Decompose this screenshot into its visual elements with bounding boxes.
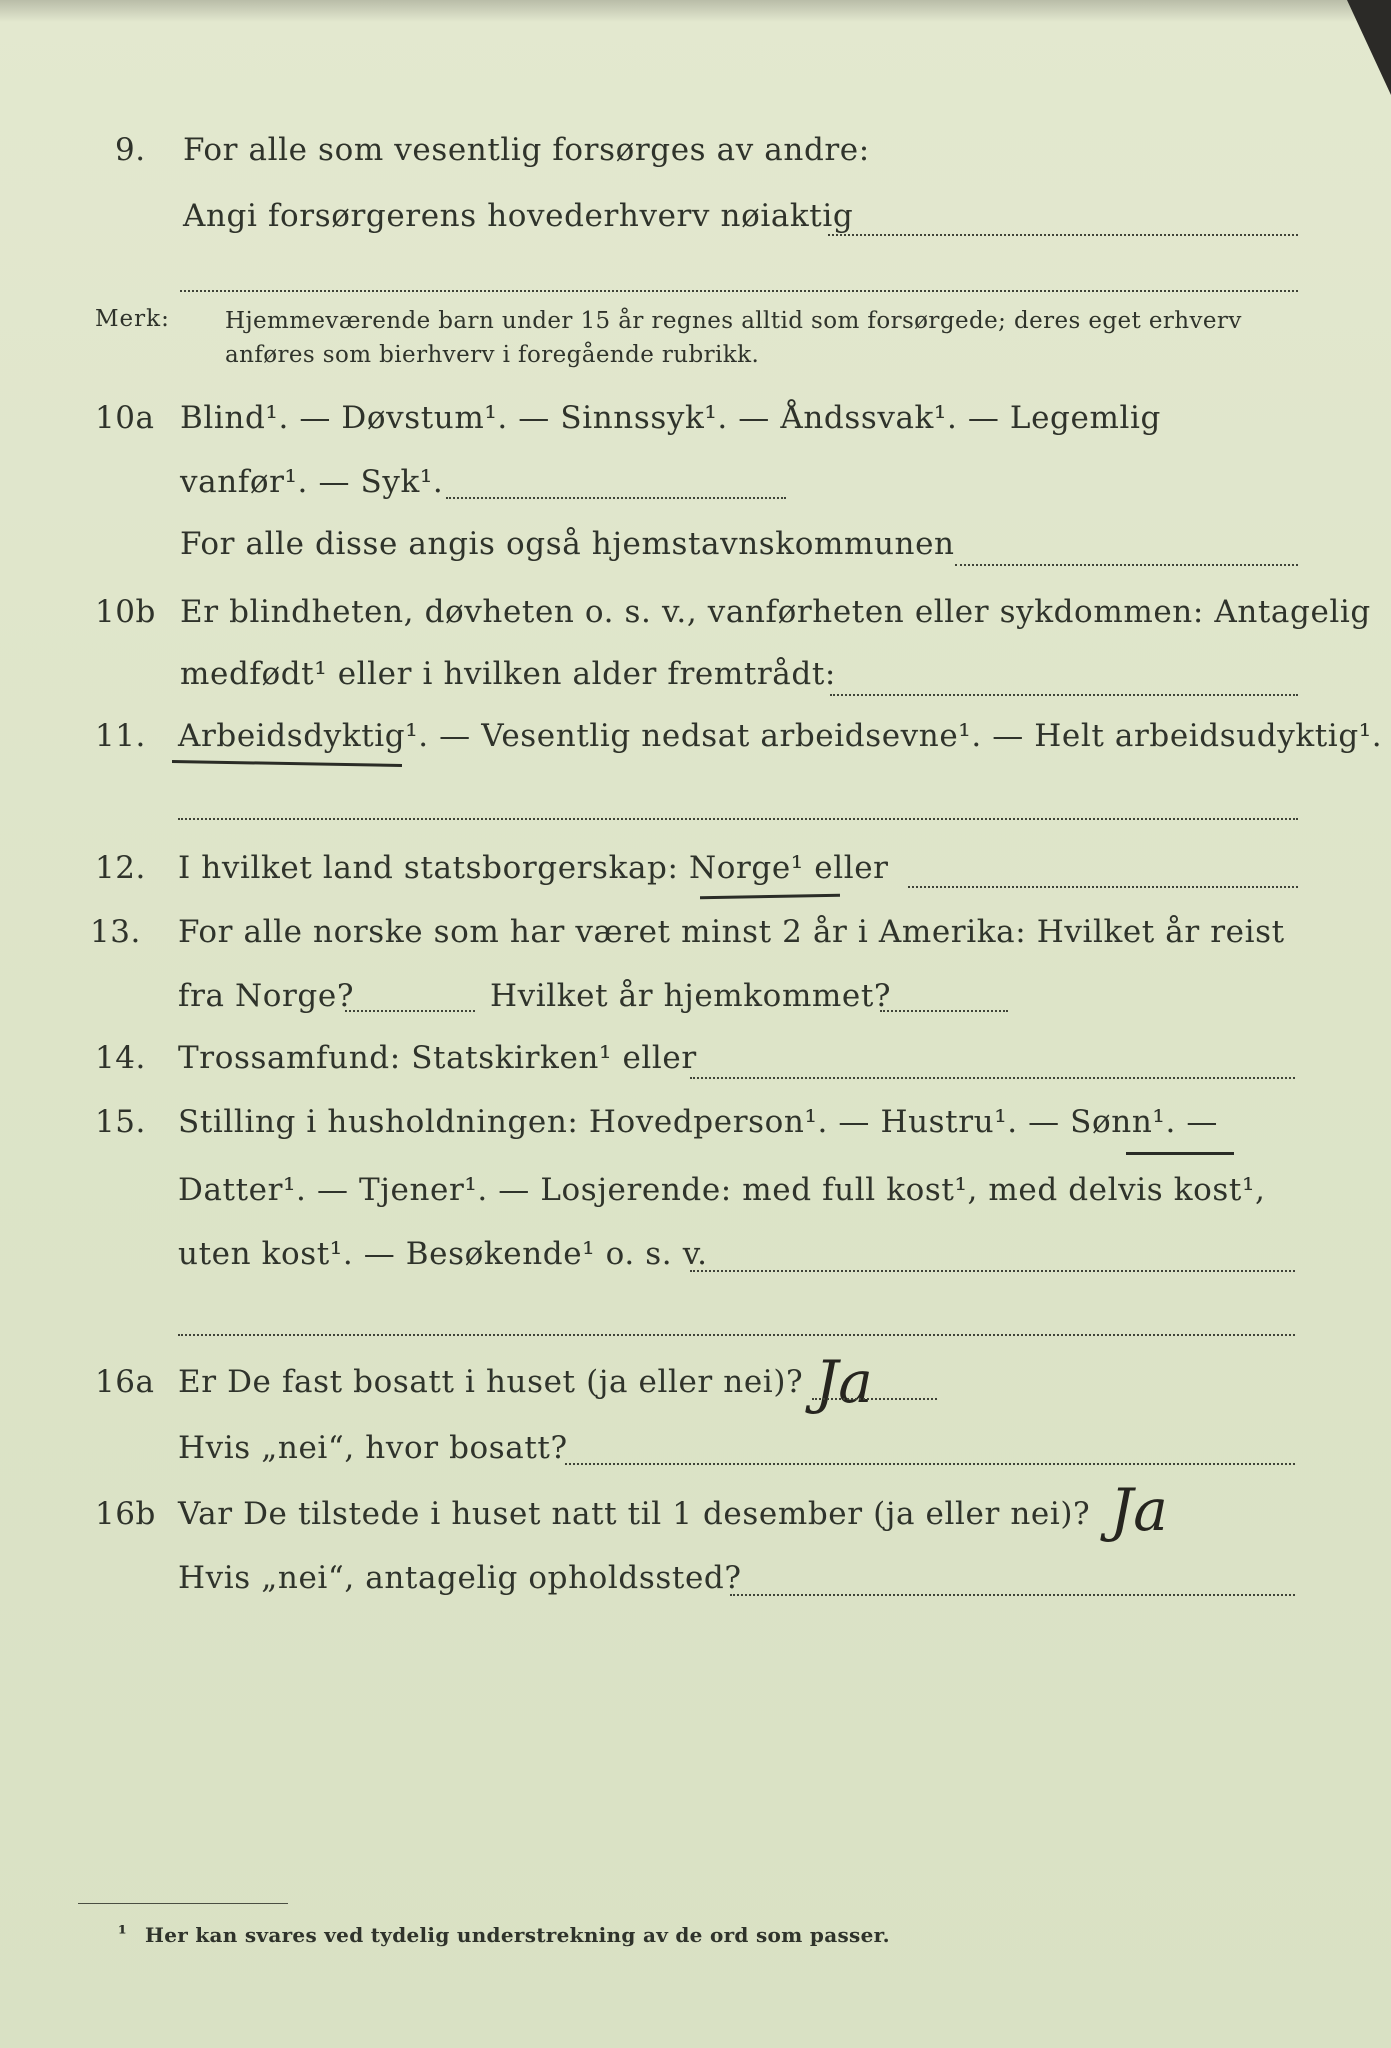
- paper-edge-shadow: [0, 0, 1391, 22]
- q16a-answer-line[interactable]: [812, 1398, 937, 1400]
- q9-line1: For alle som vesentlig forsørges av andre:: [183, 132, 870, 168]
- q12-line1: I hvilket land statsborgerskap: Norge¹ eller: [178, 850, 889, 886]
- q14-number: 14.: [95, 1040, 146, 1076]
- q15-line1: Stilling i husholdningen: Hovedperson¹. — Hustru¹. — Sønn¹. —: [178, 1104, 1218, 1140]
- q10a-line1: Blind¹. — Døvstum¹. — Sinnssyk¹. — Åndssvak¹. — Legemlig: [180, 400, 1161, 436]
- q13-line2a: fra Norge?: [178, 978, 355, 1014]
- q13-line2b: Hvilket år hjemkommet?: [490, 978, 892, 1014]
- q14-answer-line[interactable]: [690, 1077, 1295, 1079]
- q13-hjemkommet-answer-line[interactable]: [880, 1010, 1008, 1012]
- q10b-line1: Er blindheten, døvheten o. s. v., vanførheten eller sykdommen: Antagelig: [180, 594, 1371, 630]
- q16b-number: 16b: [95, 1496, 156, 1532]
- q12-underline-mark: [700, 894, 840, 899]
- q14-line1: Trossamfund: Statskirken¹ eller: [178, 1040, 697, 1076]
- merk-line2: anføres som bierhverv i foregående rubrikk.: [225, 342, 760, 368]
- q9-answer-line[interactable]: [828, 234, 1298, 236]
- q15-line3: uten kost¹. — Besøkende¹ o. s. v.: [178, 1236, 708, 1272]
- q10b-line2: medfødt¹ eller i hvilken alder fremtrådt:: [180, 656, 836, 692]
- q9-line2: Angi forsørgerens hovederhverv nøiaktig: [183, 198, 854, 234]
- merk-line1: Hjemmeværende barn under 15 år regnes alltid som forsørgede; deres eget erhverv: [225, 308, 1242, 334]
- q16a-number: 16a: [95, 1364, 155, 1400]
- q13-reist-answer-line[interactable]: [345, 1010, 475, 1012]
- q16a-line2: Hvis „nei“, hvor bosatt?: [178, 1430, 568, 1466]
- q15-answer-line[interactable]: [690, 1270, 1295, 1272]
- q11-line1: Arbeidsdyktig¹. — Vesentlig nedsat arbeidsevne¹. — Helt arbeidsudyktig¹.: [178, 718, 1383, 754]
- q15-underline-mark: [1126, 1152, 1234, 1155]
- q16b-line2: Hvis „nei“, antagelig opholdssted?: [178, 1560, 742, 1596]
- q10a-line3: For alle disse angis også hjemstavnskommunen: [180, 526, 955, 562]
- torn-corner: [1347, 0, 1391, 95]
- q16b-opholdssted-answer-line[interactable]: [730, 1594, 1295, 1596]
- q16a-handwritten-answer[interactable]: Ja: [815, 1348, 873, 1416]
- q10a-line2: vanfør¹. — Syk¹.: [180, 464, 444, 500]
- q16b-handwritten-answer[interactable]: Ja: [1110, 1476, 1168, 1544]
- footnote-mark: ¹: [118, 1921, 128, 1945]
- q11-underline-mark: [172, 760, 402, 767]
- q15-line2: Datter¹. — Tjener¹. — Losjerende: med full kost¹, med delvis kost¹,: [178, 1172, 1266, 1208]
- q16b-line1: Var De tilstede i huset natt til 1 desember (ja eller nei)?: [178, 1496, 1091, 1532]
- q9-answer-line-2[interactable]: [180, 290, 1298, 292]
- q13-number: 13.: [90, 914, 141, 950]
- q10b-number: 10b: [95, 594, 156, 630]
- q12-number: 12.: [95, 850, 146, 886]
- q15-number: 15.: [95, 1104, 146, 1140]
- q16a-bosatt-answer-line[interactable]: [565, 1463, 1295, 1465]
- q9-number: 9.: [115, 132, 146, 168]
- q13-line1: For alle norske som har været minst 2 år i Amerika: Hvilket år reist: [178, 914, 1285, 950]
- merk-label: Merk:: [95, 306, 170, 332]
- q11-answer-line[interactable]: [178, 818, 1298, 820]
- q12-answer-line[interactable]: [908, 886, 1298, 888]
- footnote-separator: [78, 1903, 288, 1904]
- q15-answer-line-2[interactable]: [178, 1334, 1295, 1336]
- footnote-text: Her kan svares ved tydelig understrekning av de ord som passer.: [145, 1923, 890, 1947]
- q10a-syk-answer-line[interactable]: [446, 497, 786, 499]
- q10a-number: 10a: [95, 400, 155, 436]
- q10b-answer-line[interactable]: [830, 694, 1298, 696]
- q10a-kommune-answer-line[interactable]: [955, 564, 1298, 566]
- q11-number: 11.: [95, 718, 146, 754]
- q16a-line1: Er De fast bosatt i huset (ja eller nei)?: [178, 1364, 804, 1400]
